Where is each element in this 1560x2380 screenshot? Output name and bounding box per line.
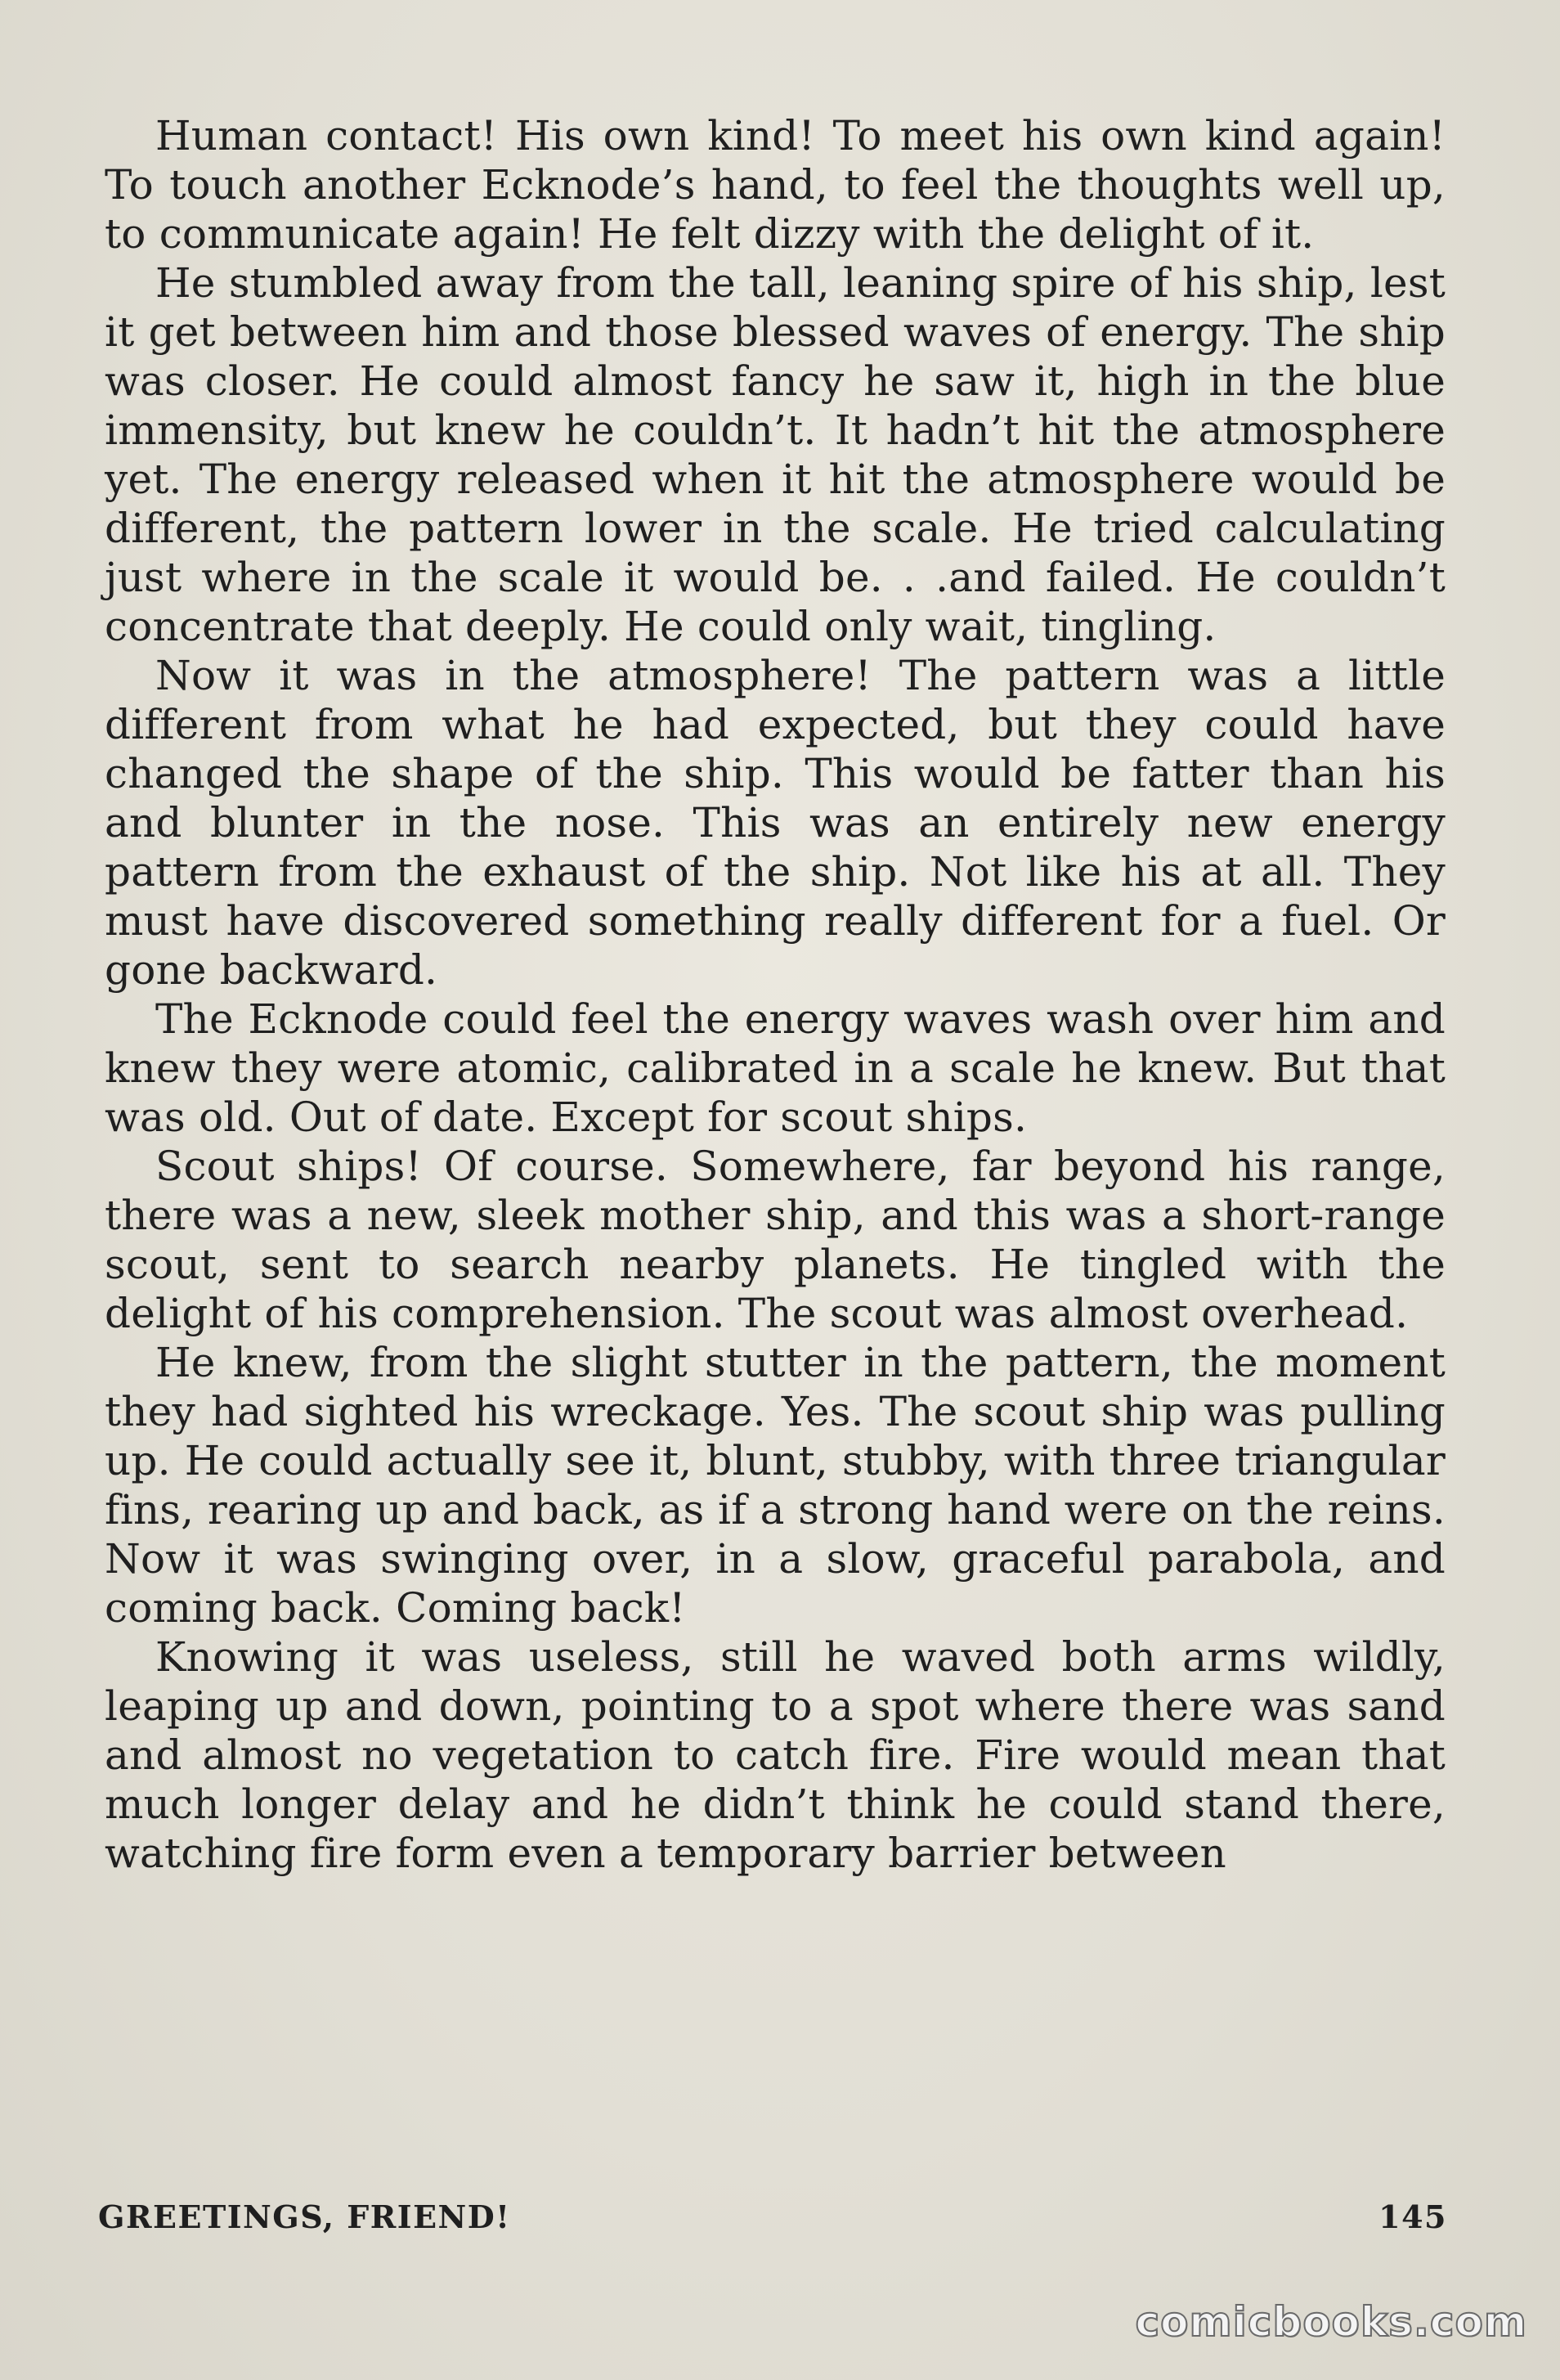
page-footer — [98, 2198, 1447, 2248]
paragraph-1: Human contact! His own kind! To meet his own kind again! To touch another Ecknode’s hand, to feel the thoughts well up, to communicate again! He felt dizzy with the delight of it. — [105, 112, 1446, 258]
paragraph-4: The Ecknode could feel the energy waves wash over him and knew they were atomic, calibrated in a scale he knew. But that was old. Out of date. Except for scout ships. — [105, 995, 1446, 1141]
paragraph-6: He knew, from the slight stutter in the pattern, the moment they had sighted his wreckage. Yes. The scout ship was pulling up. He could actually see it, blunt, stubby, with three triangular fins, rearing up and back, as if a strong hand were on the reins. Now it was swinging over, in a slow, graceful parabola, and coming back. Coming back! — [105, 1339, 1446, 1632]
paragraph-3: Now it was in the atmosphere! The pattern was a little different from what he had expected, but they could have changed the shape of the ship. This would be fatter than his and blunter in the nose. This was an entirely new energy pattern from the exhaust of the ship. Not like his at all. They must have discovered something really different for a fuel. Or gone backward. — [105, 652, 1446, 994]
paragraph-5: Scout ships! Of course. Somewhere, far beyond his range, there was a new, sleek mother ship, and this was a short-range scout, sent to search nearby planets. He tingled with the delight of his comprehension. The scout was almost overhead. — [105, 1143, 1446, 1337]
page-number: 145 — [1378, 2198, 1447, 2235]
running-head: GREETINGS, FRIEND! — [98, 2198, 511, 2235]
paragraph-7: Knowing it was useless, still he waved both arms wildly, leaping up and down, pointing to a spot where there was sand and almost no vegetation to catch fire. Fire would mean that much longer delay and he didn’t think he could stand there, watching fire form even a temporary barrier between — [105, 1633, 1446, 1877]
paragraph-2: He stumbled away from the tall, leaning spire of his ship, lest it get between him and those blessed waves of energy. The ship was closer. He could almost fancy he saw it, high in the blue immensity, but knew he couldn’t. It hadn’t hit the atmosphere yet. The energy released when it hit the atmosphere would be different, the pattern lower in the scale. He tried calculating just where in the scale it would be. . .and failed. He couldn’t concentrate that deeply. He could only wait, tingling. — [105, 259, 1446, 650]
watermark: comicbooks.com — [1135, 2298, 1527, 2346]
body-text — [105, 111, 1446, 1878]
